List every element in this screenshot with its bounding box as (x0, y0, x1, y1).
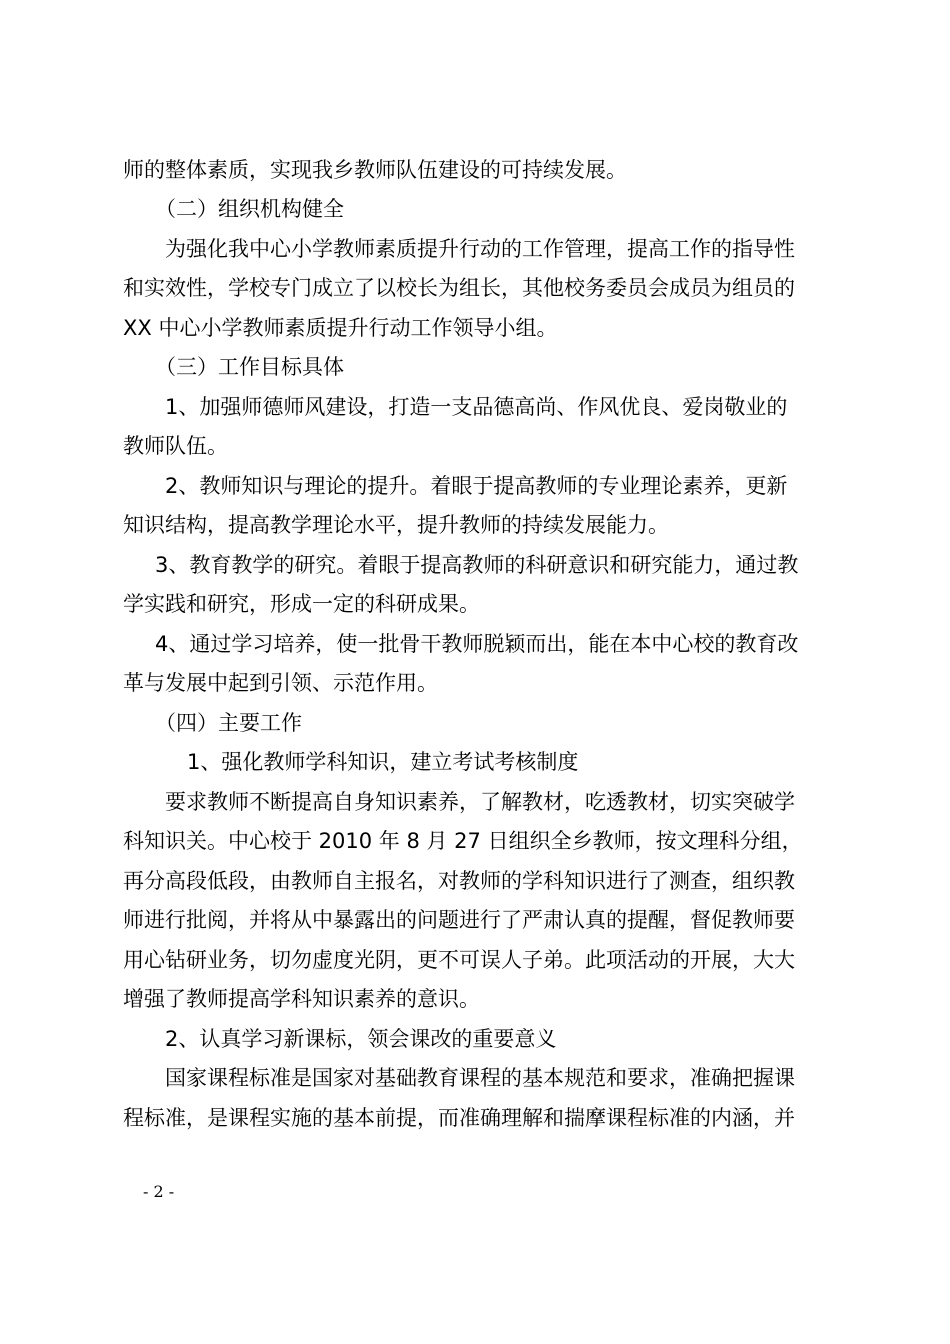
body-line: 革与发展中起到引领、示范作用。 (123, 671, 438, 695)
section-heading: （四）主要工作 (155, 711, 302, 735)
body-line: 3、教育教学的研究。着眼于提高教师的科研意识和研究能力，通过教 (155, 553, 799, 577)
section-heading: （三）工作目标具体 (155, 355, 344, 379)
section-heading: （二）组织机构健全 (155, 197, 344, 221)
page-number: - 2 - (143, 1182, 175, 1201)
body-line: 科知识关。中心校于 2010 年 8 月 27 日组织全乡教师，按文理科分组， (123, 829, 803, 853)
body-line: 增强了教师提高学科知识素养的意识。 (123, 987, 480, 1011)
body-line: 为强化我中心小学教师素质提升行动的工作管理，提高工作的指导性 (165, 237, 795, 261)
body-line: 再分高段低段，由教师自主报名，对教师的学科知识进行了测查，组织教 (123, 869, 795, 893)
body-line: 国家课程标准是国家对基础教育课程的基本规范和要求，准确把握课 (165, 1066, 795, 1090)
body-line: 用心钻研业务，切勿虚度光阴，更不可误人子弟。此项活动的开展，大大 (123, 948, 795, 972)
body-line: 教师队伍。 (123, 434, 228, 458)
subsection-heading: 2、认真学习新课标，领会课改的重要意义 (165, 1027, 557, 1051)
body-line: 4、通过学习培养，使一批骨干教师脱颖而出，能在本中心校的教育改 (155, 632, 799, 656)
body-line: 程标准，是课程实施的基本前提，而准确理解和揣摩课程标准的内涵，并 (123, 1106, 795, 1130)
body-line: XX 中心小学教师素质提升行动工作领导小组。 (123, 316, 558, 340)
body-line: 1、加强师德师风建设，打造一支品德高尚、作风优良、爱岗敬业的 (165, 395, 788, 419)
body-line: 2、教师知识与理论的提升。着眼于提高教师的专业理论素养，更新 (165, 474, 788, 498)
body-line: 学实践和研究，形成一定的科研成果。 (123, 592, 480, 616)
body-line: 和实效性，学校专门成立了以校长为组长，其他校务委员会成员为组员的 (123, 276, 795, 300)
body-line: 要求教师不断提高自身知识素养，了解教材，吃透教材，切实突破学 (165, 790, 795, 814)
subsection-heading: 1、强化教师学科知识，建立考试考核制度 (187, 750, 579, 774)
body-line: 知识结构，提高教学理论水平，提升教师的持续发展能力。 (123, 513, 669, 537)
body-line: 师的整体素质，实现我乡教师队伍建设的可持续发展。 (123, 158, 627, 182)
body-line: 师进行批阅，并将从中暴露出的问题进行了严肃认真的提醒，督促教师要 (123, 908, 795, 932)
